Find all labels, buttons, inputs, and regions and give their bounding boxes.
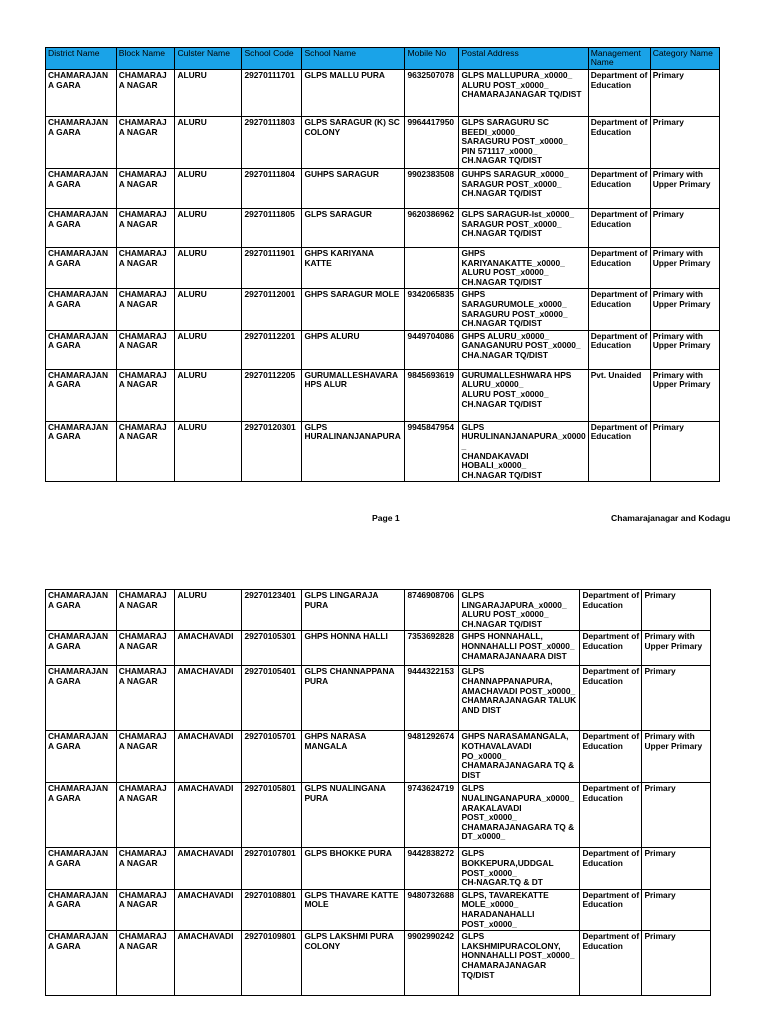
cell-management-name: Department of Education <box>580 931 642 996</box>
cell-postal-address: GURUMALLESHWARA HPS ALURU_x0000_ ALURU POST_x0000_ CH.NAGAR TQ/DIST <box>459 369 588 421</box>
cell-district-name: CHAMARAJANA GARA <box>46 848 117 889</box>
cell-management-name: Department of Education <box>588 289 650 330</box>
cell-school-name: GLPS BHOKKE PURA <box>302 848 405 889</box>
cell-mobile-no: 9342065835 <box>405 289 459 330</box>
cell-postal-address: GLPS BOKKEPURA,UDDGAL POST_x0000_ CH-NAGAR.TQ & DT <box>459 848 580 889</box>
cell-school-code: 29270111804 <box>242 169 302 209</box>
cell-cluster-name: ALURU <box>175 209 242 248</box>
cell-category-name: Primary with Upper Primary <box>650 369 719 421</box>
cell-mobile-no: 9444322153 <box>405 666 459 731</box>
cell-mobile-no: 9442838272 <box>405 848 459 889</box>
cell-school-name: GHPS KARIYANA KATTE <box>302 248 405 289</box>
table-row <box>46 248 720 289</box>
cell-mobile-no: 9945847954 <box>405 421 459 482</box>
cell-school-code: 29270112201 <box>242 330 302 369</box>
cell-postal-address: GLPS, TAVAREKATTE MOLE_x0000_ HARADANAHALLI POST_x0000_ <box>459 889 580 930</box>
cell-school-name: GLPS SARAGUR (K) SC COLONY <box>302 117 405 169</box>
cell-cluster-name: AMACHAVADI <box>175 666 242 731</box>
cell-mobile-no: 7353692828 <box>405 631 459 666</box>
cell-management-name: Department of Education <box>588 169 650 209</box>
cell-school-name: GURUMALLESHAVARA HPS ALUR <box>302 369 405 421</box>
cell-cluster-name: ALURU <box>175 590 242 631</box>
cell-mobile-no: 9481292674 <box>405 731 459 783</box>
header-cluster-name: Culster Name <box>175 48 242 70</box>
cell-school-name: GLPS MALLU PURA <box>302 70 405 117</box>
cell-management-name: Department of Education <box>580 889 642 930</box>
cell-management-name: Department of Education <box>580 783 642 848</box>
header-school-name: School Name <box>302 48 405 70</box>
cell-district-name: CHAMARAJANA GARA <box>46 889 117 930</box>
cell-school-name: GLPS LAKSHMI PURA COLONY <box>302 931 405 996</box>
table-row <box>46 931 711 996</box>
cell-postal-address: GLPS CHANNAPPANAPURA, AMACHAVADI POST_x0000_ CHAMARAJANAGAR TALUK AND DIST <box>459 666 580 731</box>
header-block-name: Block Name <box>116 48 175 70</box>
page-number: Page 1 <box>372 513 400 523</box>
cell-block-name: CHAMARAJA NAGAR <box>116 666 175 731</box>
cell-school-name: GLPS NUALINGANA PURA <box>302 783 405 848</box>
table-row <box>46 209 720 248</box>
cell-postal-address: GLPS NUALINGANAPURA_x0000_ ARAKALAVADI POST_x0000_ CHAMARAJANAGARA TQ & DT_x0000_ <box>459 783 580 848</box>
cell-block-name: CHAMARAJA NAGAR <box>116 70 175 117</box>
cell-school-code: 29270112205 <box>242 369 302 421</box>
cell-category-name: Primary with Upper Primary <box>650 248 719 289</box>
header-postal-address: Postal Address <box>459 48 588 70</box>
cell-postal-address: GUHPS SARAGUR_x0000_ SARAGUR POST_x0000_ CH.NAGAR TQ/DIST <box>459 169 588 209</box>
cell-postal-address: GHPS SARAGURUMOLE_x0000_ SARAGURU POST_x0000_ CH.NAGAR TQ/DIST <box>459 289 588 330</box>
cell-management-name: Department of Education <box>588 117 650 169</box>
table-row <box>46 590 711 631</box>
school-table-page-2 <box>45 589 711 996</box>
table-row <box>46 330 720 369</box>
cell-category-name: Primary <box>642 590 711 631</box>
cell-management-name: Department of Education <box>580 848 642 889</box>
cell-school-name: GLPS HURALINANJANAPURA <box>302 421 405 482</box>
cell-category-name: Primary <box>650 421 719 482</box>
cell-cluster-name: AMACHAVADI <box>175 631 242 666</box>
cell-block-name: CHAMARAJA NAGAR <box>116 369 175 421</box>
cell-mobile-no: 8746908706 <box>405 590 459 631</box>
cell-school-code: 29270105801 <box>242 783 302 848</box>
document-title: Chamarajanagar and Kodagu <box>611 513 731 523</box>
cell-category-name: Primary <box>650 70 719 117</box>
cell-mobile-no: 9743624719 <box>405 783 459 848</box>
cell-cluster-name: ALURU <box>175 369 242 421</box>
cell-school-code: 29270105401 <box>242 666 302 731</box>
cell-district-name: CHAMARAJANA GARA <box>46 117 117 169</box>
cell-cluster-name: ALURU <box>175 169 242 209</box>
cell-cluster-name: AMACHAVADI <box>175 931 242 996</box>
cell-school-code: 29270109801 <box>242 931 302 996</box>
cell-school-name: GHPS ALURU <box>302 330 405 369</box>
cell-cluster-name: ALURU <box>175 117 242 169</box>
cell-postal-address: GLPS LAKSHMIPURACOLONY, HONNAHALLI POST_x0000_ CHAMARAJANAGAR TQ/DIST <box>459 931 580 996</box>
table-row <box>46 631 711 666</box>
cell-cluster-name: AMACHAVADI <box>175 783 242 848</box>
cell-postal-address: GHPS ALURU_x0000_ GANAGANURU POST_x0000_ CHA.NAGAR TQ/DIST <box>459 330 588 369</box>
cell-district-name: CHAMARAJANA GARA <box>46 666 117 731</box>
cell-postal-address: GLPS LINGARAJAPURA_x0000_ ALURU POST_x0000_ CH.NAGAR TQ/DIST <box>459 590 580 631</box>
cell-block-name: CHAMARAJA NAGAR <box>116 631 175 666</box>
cell-management-name: Pvt. Unaided <box>588 369 650 421</box>
cell-postal-address: GLPS HURULINANJANAPURA_x0000 _ CHANDAKAVADI HOBALI_x0000_ CH.NAGAR TQ/DIST <box>459 421 588 482</box>
cell-management-name: Department of Education <box>588 330 650 369</box>
cell-mobile-no <box>405 248 459 289</box>
cell-postal-address: GLPS MALLUPURA_x0000_ ALURU POST_x0000_ CHAMARAJANAGAR TQ/DIST <box>459 70 588 117</box>
cell-postal-address: GHPS HONNAHALL, HONNAHALLI POST_x0000_ CHAMARAJANAARA DIST <box>459 631 580 666</box>
table-row <box>46 783 711 848</box>
cell-district-name: CHAMARAJANA GARA <box>46 248 117 289</box>
table-row <box>46 70 720 117</box>
table-row <box>46 848 711 889</box>
school-table-page-1 <box>45 47 720 482</box>
cell-school-code: 29270111901 <box>242 248 302 289</box>
table-row <box>46 169 720 209</box>
cell-category-name: Primary <box>642 889 711 930</box>
cell-category-name: Primary <box>650 117 719 169</box>
cell-postal-address: GLPS SARAGURU SC BEEDI_x0000_ SARAGURU POST_x0000_ PIN 571117_x0000_ CH.NAGAR TQ/DIST <box>459 117 588 169</box>
cell-category-name: Primary <box>650 209 719 248</box>
header-row <box>46 48 720 70</box>
cell-management-name: Department of Education <box>580 666 642 731</box>
cell-management-name: Department of Education <box>588 209 650 248</box>
cell-cluster-name: AMACHAVADI <box>175 848 242 889</box>
cell-district-name: CHAMARAJANA GARA <box>46 330 117 369</box>
cell-category-name: Primary <box>642 783 711 848</box>
cell-category-name: Primary <box>642 931 711 996</box>
cell-school-code: 29270111805 <box>242 209 302 248</box>
cell-block-name: CHAMARAJA NAGAR <box>116 330 175 369</box>
cell-school-code: 29270111701 <box>242 70 302 117</box>
cell-district-name: CHAMARAJANA GARA <box>46 209 117 248</box>
cell-postal-address: GLPS SARAGUR-Ist_x0000_ SARAGUR POST_x0000_ CH.NAGAR TQ/DIST <box>459 209 588 248</box>
cell-mobile-no: 9902990242 <box>405 931 459 996</box>
cell-block-name: CHAMARAJA NAGAR <box>116 731 175 783</box>
cell-district-name: CHAMARAJANA GARA <box>46 631 117 666</box>
cell-school-code: 29270108801 <box>242 889 302 930</box>
cell-district-name: CHAMARAJANA GARA <box>46 369 117 421</box>
cell-school-name: GLPS THAVARE KATTE MOLE <box>302 889 405 930</box>
cell-block-name: CHAMARAJA NAGAR <box>116 783 175 848</box>
cell-cluster-name: AMACHAVADI <box>175 731 242 783</box>
cell-school-name: GHPS HONNA HALLI <box>302 631 405 666</box>
cell-school-name: GHPS SARAGUR MOLE <box>302 289 405 330</box>
cell-district-name: CHAMARAJANA GARA <box>46 731 117 783</box>
cell-category-name: Primary with Upper Primary <box>642 731 711 783</box>
cell-postal-address: GHPS NARASAMANGALA, KOTHAVALAVADI PO_x0000_ CHAMARAJANAGARA TQ & DIST <box>459 731 580 783</box>
header-management-name: Management Name <box>588 48 650 70</box>
cell-management-name: Department of Education <box>580 731 642 783</box>
table-row <box>46 369 720 421</box>
header-school-code: School Code <box>242 48 302 70</box>
cell-cluster-name: ALURU <box>175 330 242 369</box>
cell-category-name: Primary with Upper Primary <box>642 631 711 666</box>
cell-category-name: Primary <box>642 848 711 889</box>
cell-block-name: CHAMARAJA NAGAR <box>116 421 175 482</box>
header-category-name: Category Name <box>650 48 719 70</box>
cell-mobile-no: 9620386962 <box>405 209 459 248</box>
cell-block-name: CHAMARAJA NAGAR <box>116 209 175 248</box>
cell-mobile-no: 9449704086 <box>405 330 459 369</box>
cell-mobile-no: 9902383508 <box>405 169 459 209</box>
table-row <box>46 731 711 783</box>
table-row <box>46 117 720 169</box>
cell-school-name: GLPS CHANNAPPANA PURA <box>302 666 405 731</box>
cell-block-name: CHAMARAJA NAGAR <box>116 117 175 169</box>
cell-school-name: GUHPS SARAGUR <box>302 169 405 209</box>
cell-school-name: GHPS NARASA MANGALA <box>302 731 405 783</box>
cell-cluster-name: ALURU <box>175 289 242 330</box>
cell-management-name: Department of Education <box>588 70 650 117</box>
cell-district-name: CHAMARAJANA GARA <box>46 421 117 482</box>
cell-category-name: Primary with Upper Primary <box>650 169 719 209</box>
table-row <box>46 289 720 330</box>
cell-cluster-name: AMACHAVADI <box>175 889 242 930</box>
cell-block-name: CHAMARAJA NAGAR <box>116 848 175 889</box>
cell-mobile-no: 9845693619 <box>405 369 459 421</box>
cell-district-name: CHAMARAJANA GARA <box>46 169 117 209</box>
cell-block-name: CHAMARAJA NAGAR <box>116 590 175 631</box>
cell-category-name: Primary with Upper Primary <box>650 289 719 330</box>
cell-category-name: Primary <box>642 666 711 731</box>
cell-cluster-name: ALURU <box>175 248 242 289</box>
cell-block-name: CHAMARAJA NAGAR <box>116 289 175 330</box>
cell-school-code: 29270120301 <box>242 421 302 482</box>
cell-district-name: CHAMARAJANA GARA <box>46 70 117 117</box>
cell-school-name: GLPS LINGARAJA PURA <box>302 590 405 631</box>
cell-mobile-no: 9480732688 <box>405 889 459 930</box>
cell-block-name: CHAMARAJA NAGAR <box>116 931 175 996</box>
cell-cluster-name: ALURU <box>175 421 242 482</box>
cell-mobile-no: 9632507078 <box>405 70 459 117</box>
cell-block-name: CHAMARAJA NAGAR <box>116 169 175 209</box>
cell-management-name: Department of Education <box>588 421 650 482</box>
cell-mobile-no: 9964417950 <box>405 117 459 169</box>
table-row <box>46 889 711 930</box>
cell-school-code: 29270107801 <box>242 848 302 889</box>
cell-school-code: 29270105301 <box>242 631 302 666</box>
cell-district-name: CHAMARAJANA GARA <box>46 289 117 330</box>
cell-postal-address: GHPS KARIYANAKATTE_x0000_ ALURU POST_x0000_ CH.NAGAR TQ/DIST <box>459 248 588 289</box>
cell-management-name: Department of Education <box>588 248 650 289</box>
cell-management-name: Department of Education <box>580 631 642 666</box>
cell-school-code: 29270105701 <box>242 731 302 783</box>
cell-school-code: 29270123401 <box>242 590 302 631</box>
header-mobile-no: Mobile No <box>405 48 459 70</box>
cell-district-name: CHAMARAJANA GARA <box>46 783 117 848</box>
header-district-name: District Name <box>46 48 117 70</box>
cell-category-name: Primary with Upper Primary <box>650 330 719 369</box>
cell-block-name: CHAMARAJA NAGAR <box>116 248 175 289</box>
cell-district-name: CHAMARAJANA GARA <box>46 590 117 631</box>
table-row <box>46 666 711 731</box>
cell-management-name: Department of Education <box>580 590 642 631</box>
cell-school-name: GLPS SARAGUR <box>302 209 405 248</box>
table-row <box>46 421 720 482</box>
cell-school-code: 29270112001 <box>242 289 302 330</box>
cell-cluster-name: ALURU <box>175 70 242 117</box>
cell-block-name: CHAMARAJA NAGAR <box>116 889 175 930</box>
cell-district-name: CHAMARAJANA GARA <box>46 931 117 996</box>
cell-school-code: 29270111803 <box>242 117 302 169</box>
